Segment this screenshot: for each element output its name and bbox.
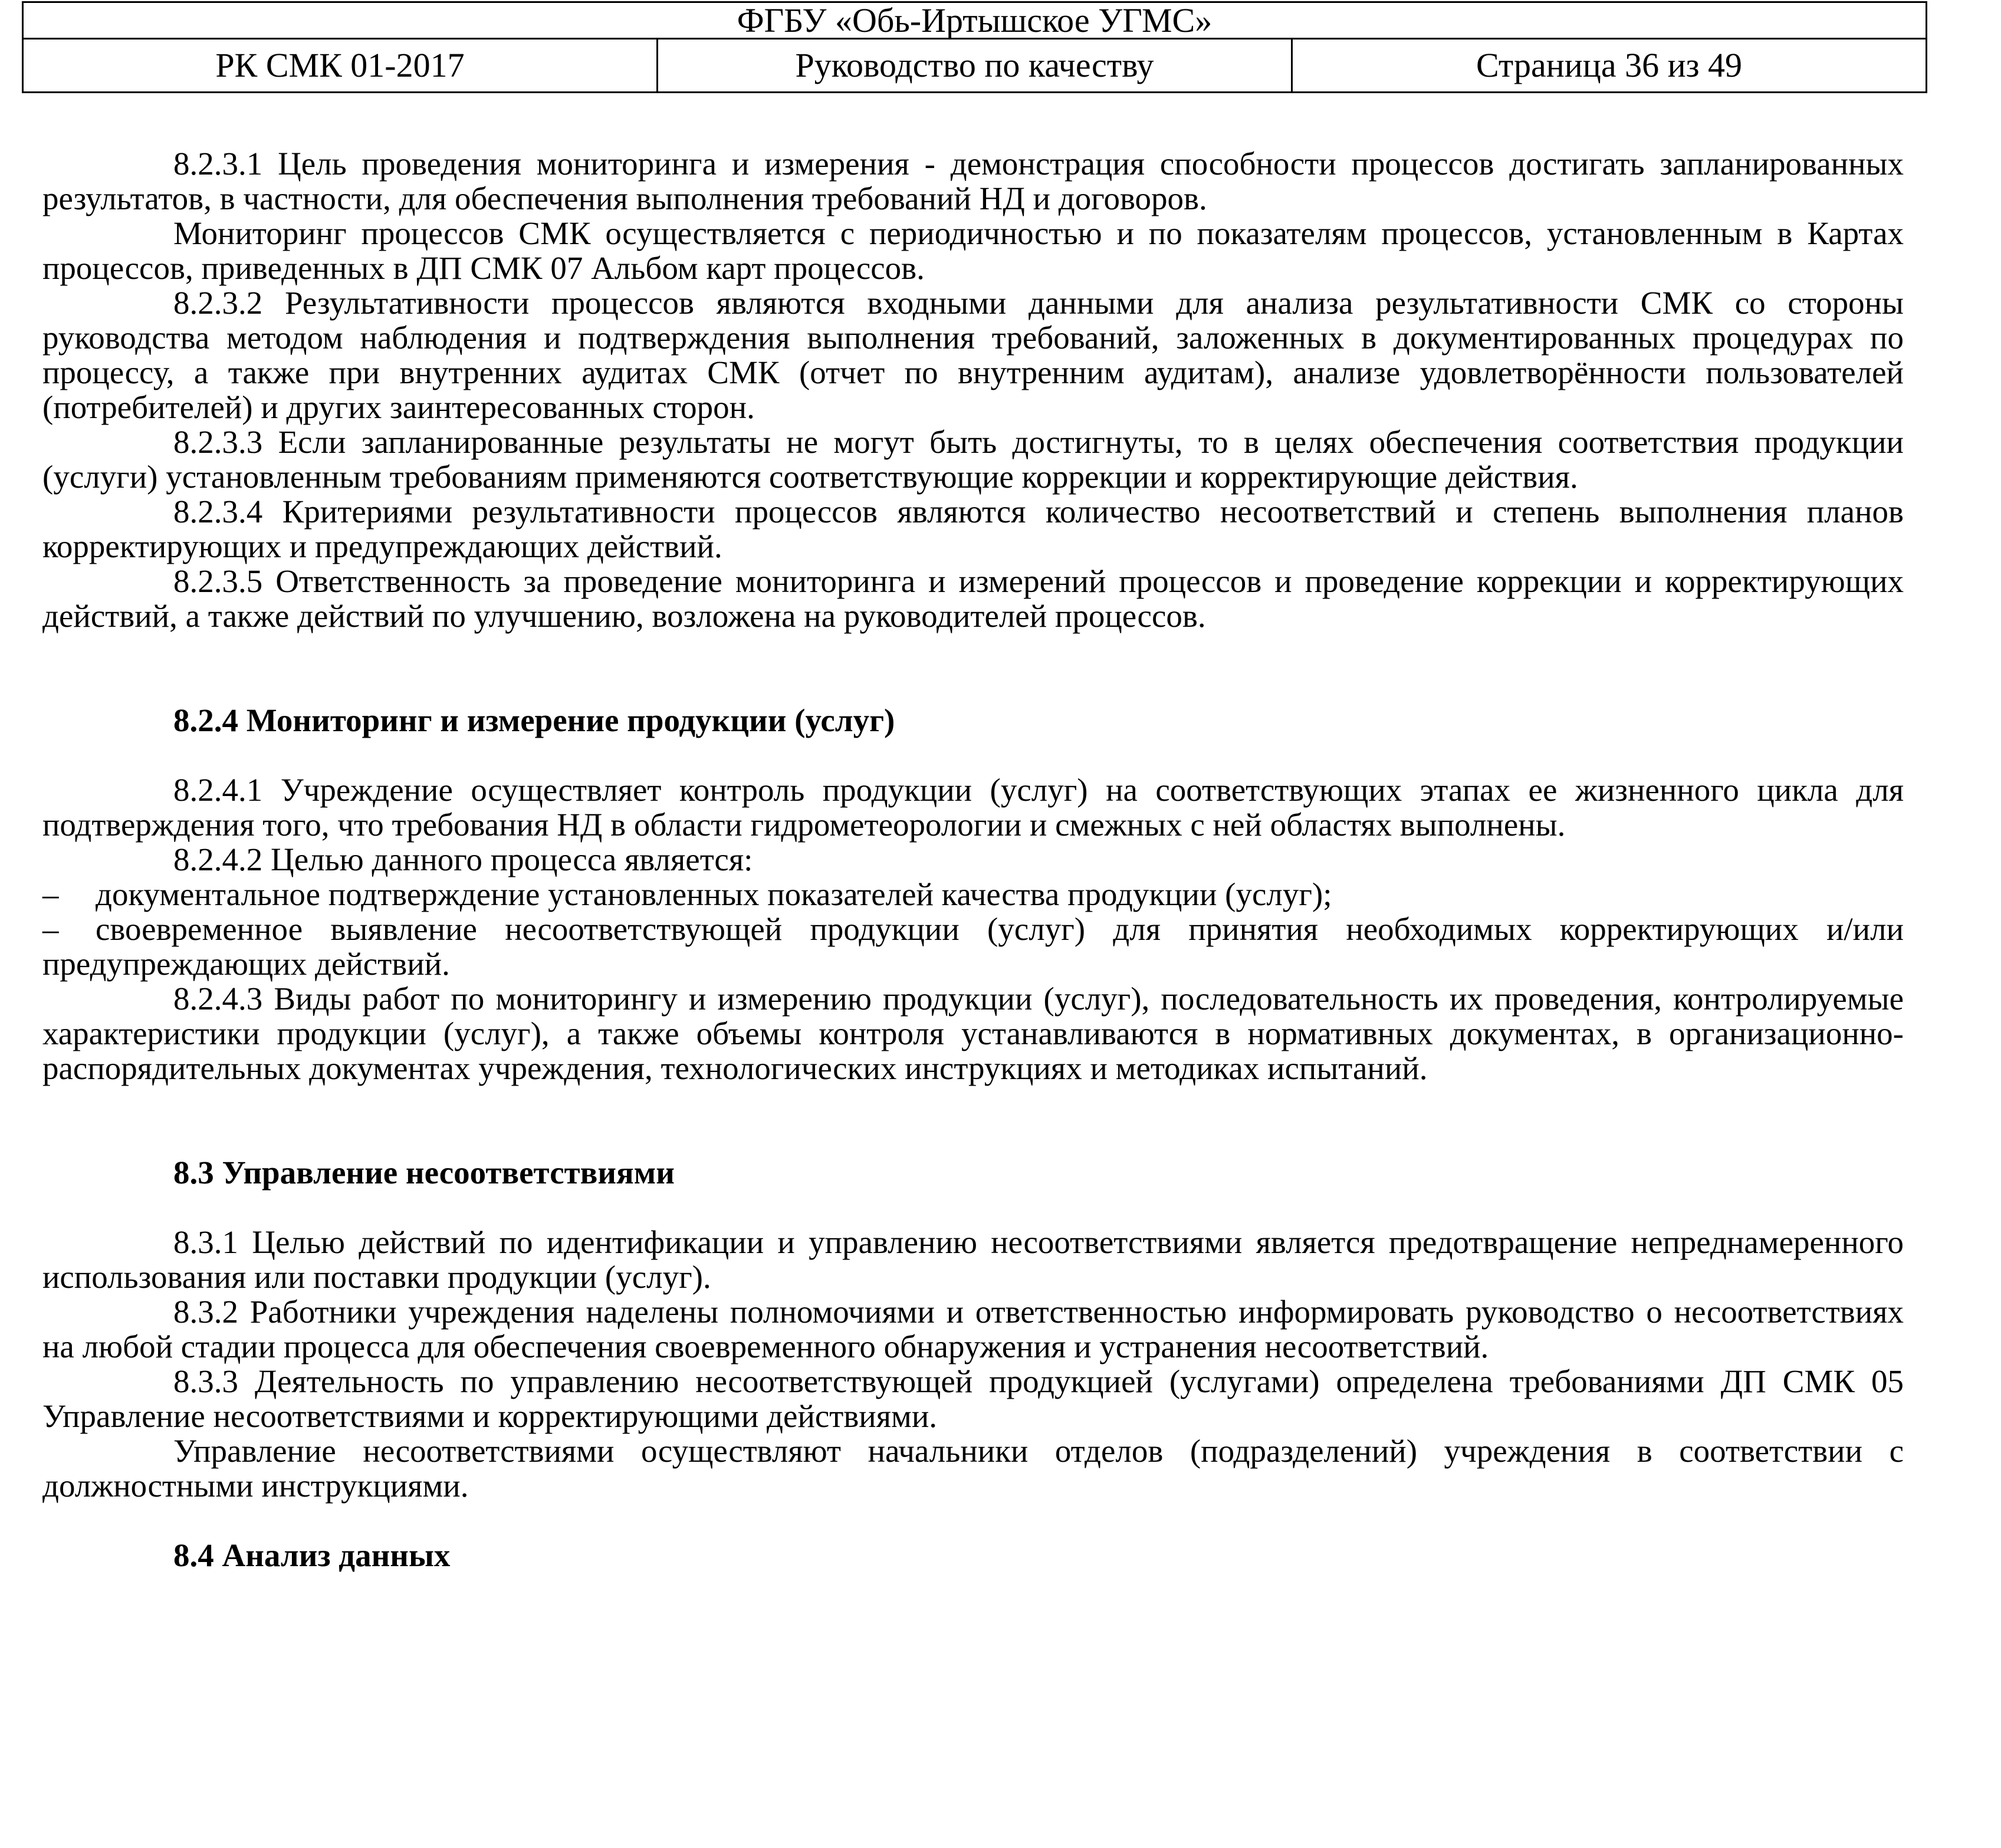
document-code: РК СМК 01-2017 <box>23 39 658 93</box>
heading-8-3: 8.3 Управление несоответствиями <box>173 1155 675 1191</box>
dash-bullet: – <box>42 911 59 947</box>
paragraph-8-2-4-2: 8.2.4.2 Целью данного процесса является: <box>173 841 753 877</box>
paragraph-8-2-4-1: 8.2.4.1 Учреждение осуществляет контроль продукции (услуг) на соответствующих этапах ее жизненного цикла для подтверждения того, что требования НД в области гидрометеорологии и смежных с ней областях выполнены. <box>42 772 1904 843</box>
paragraph-8-2-3-4: 8.2.3.4 Критериями результативности процессов являются количество несоответствий и степень выполнения планов корректирующих и предупреждающих действий. <box>42 494 1904 564</box>
dash-bullet: – <box>42 876 59 912</box>
paragraph-monitoring: Мониторинг процессов СМК осуществляется с периодичностью и по показателям процессов, установленным в Картах процессов, приведенных в ДП СМК 07 Альбом карт процессов. <box>42 215 1904 286</box>
paragraph-8-3-3: 8.3.3 Деятельность по управлению несоответствующей продукцией (услугами) определена требованиями ДП СМК 05 Управление несоответствиями и корректирующими действиями. <box>42 1363 1904 1434</box>
document-title: Руководство по качеству <box>658 39 1292 93</box>
paragraph-8-3-2: 8.3.2 Работники учреждения наделены полномочиями и ответственностью информировать руководство о несоответствиях на любой стадии процесса для обеспечения своевременного обнаружения и устранения несоответствий. <box>42 1294 1904 1364</box>
paragraph-8-2-3-2: 8.2.3.2 Результативности процессов являются входными данными для анализа результативности СМК со стороны руководства методом наблюдения и подтверждения выполнения требований, заложенных в документированных процедурах по процессу, а также при внутренних аудитах СМК (отчет по внутренним аудитам), анализе удовлетворённости пользователей (потребителей) и других заинтересованных сторон. <box>42 285 1904 425</box>
list-item-text: своевременное выявление несоответствующей продукции (услуг) для принятия необходимых корректирующих и/или предупреждающих действий. <box>42 911 1904 982</box>
paragraph-8-2-3-3: 8.2.3.3 Если запланированные результаты не могут быть достигнуты, то в целях обеспечения соответствия продукции (услуги) установленным требованиям применяются соответствующие коррекции и корректирующие действия. <box>42 424 1904 495</box>
paragraph-8-2-4-3: 8.2.4.3 Виды работ по мониторингу и измерению продукции (услуг), последовательность их проведения, контролируемые характеристики продукции (услуг), а также объемы контроля устанавливаются в нормативных документах, в организационно-распорядительных документах учреждения, технологических инструкциях и методиках испытаний. <box>42 981 1904 1086</box>
heading-8-4: 8.4 Анализ данных <box>173 1537 451 1573</box>
paragraph-8-2-3-5: 8.2.3.5 Ответственность за проведение мониторинга и измерений процессов и проведение коррекции и корректирующих действий, а также действий по улучшению, возложена на руководителей процессов. <box>42 563 1904 634</box>
paragraph-8-3-1: 8.3.1 Целью действий по идентификации и управлению несоответствиями является предотвращение непреднамеренного использования или поставки продукции (услуг). <box>42 1224 1904 1295</box>
organization-name: ФГБУ «Обь-Иртышское УГМС» <box>23 2 1927 39</box>
heading-8-2-4: 8.2.4 Мониторинг и измерение продукции (услуг) <box>173 702 895 738</box>
document-body <box>42 146 1904 1573</box>
list-item <box>42 912 1904 981</box>
document-header-table <box>22 1 1927 93</box>
list-item <box>42 877 1904 912</box>
paragraph-8-2-3-1: 8.2.3.1 Цель проведения мониторинга и измерения - демонстрация способности процессов достигать запланированных результатов, в частности, для обеспечения выполнения требований НД и договоров. <box>42 146 1904 216</box>
paragraph-management: Управление несоответствиями осуществляют начальники отделов (подразделений) учреждения в соответствии с должностными инструкциями. <box>42 1433 1904 1504</box>
list-item-text: документальное подтверждение установленных показателей качества продукции (услуг); <box>96 876 1332 912</box>
page-number: Страница 36 из 49 <box>1292 39 1927 93</box>
